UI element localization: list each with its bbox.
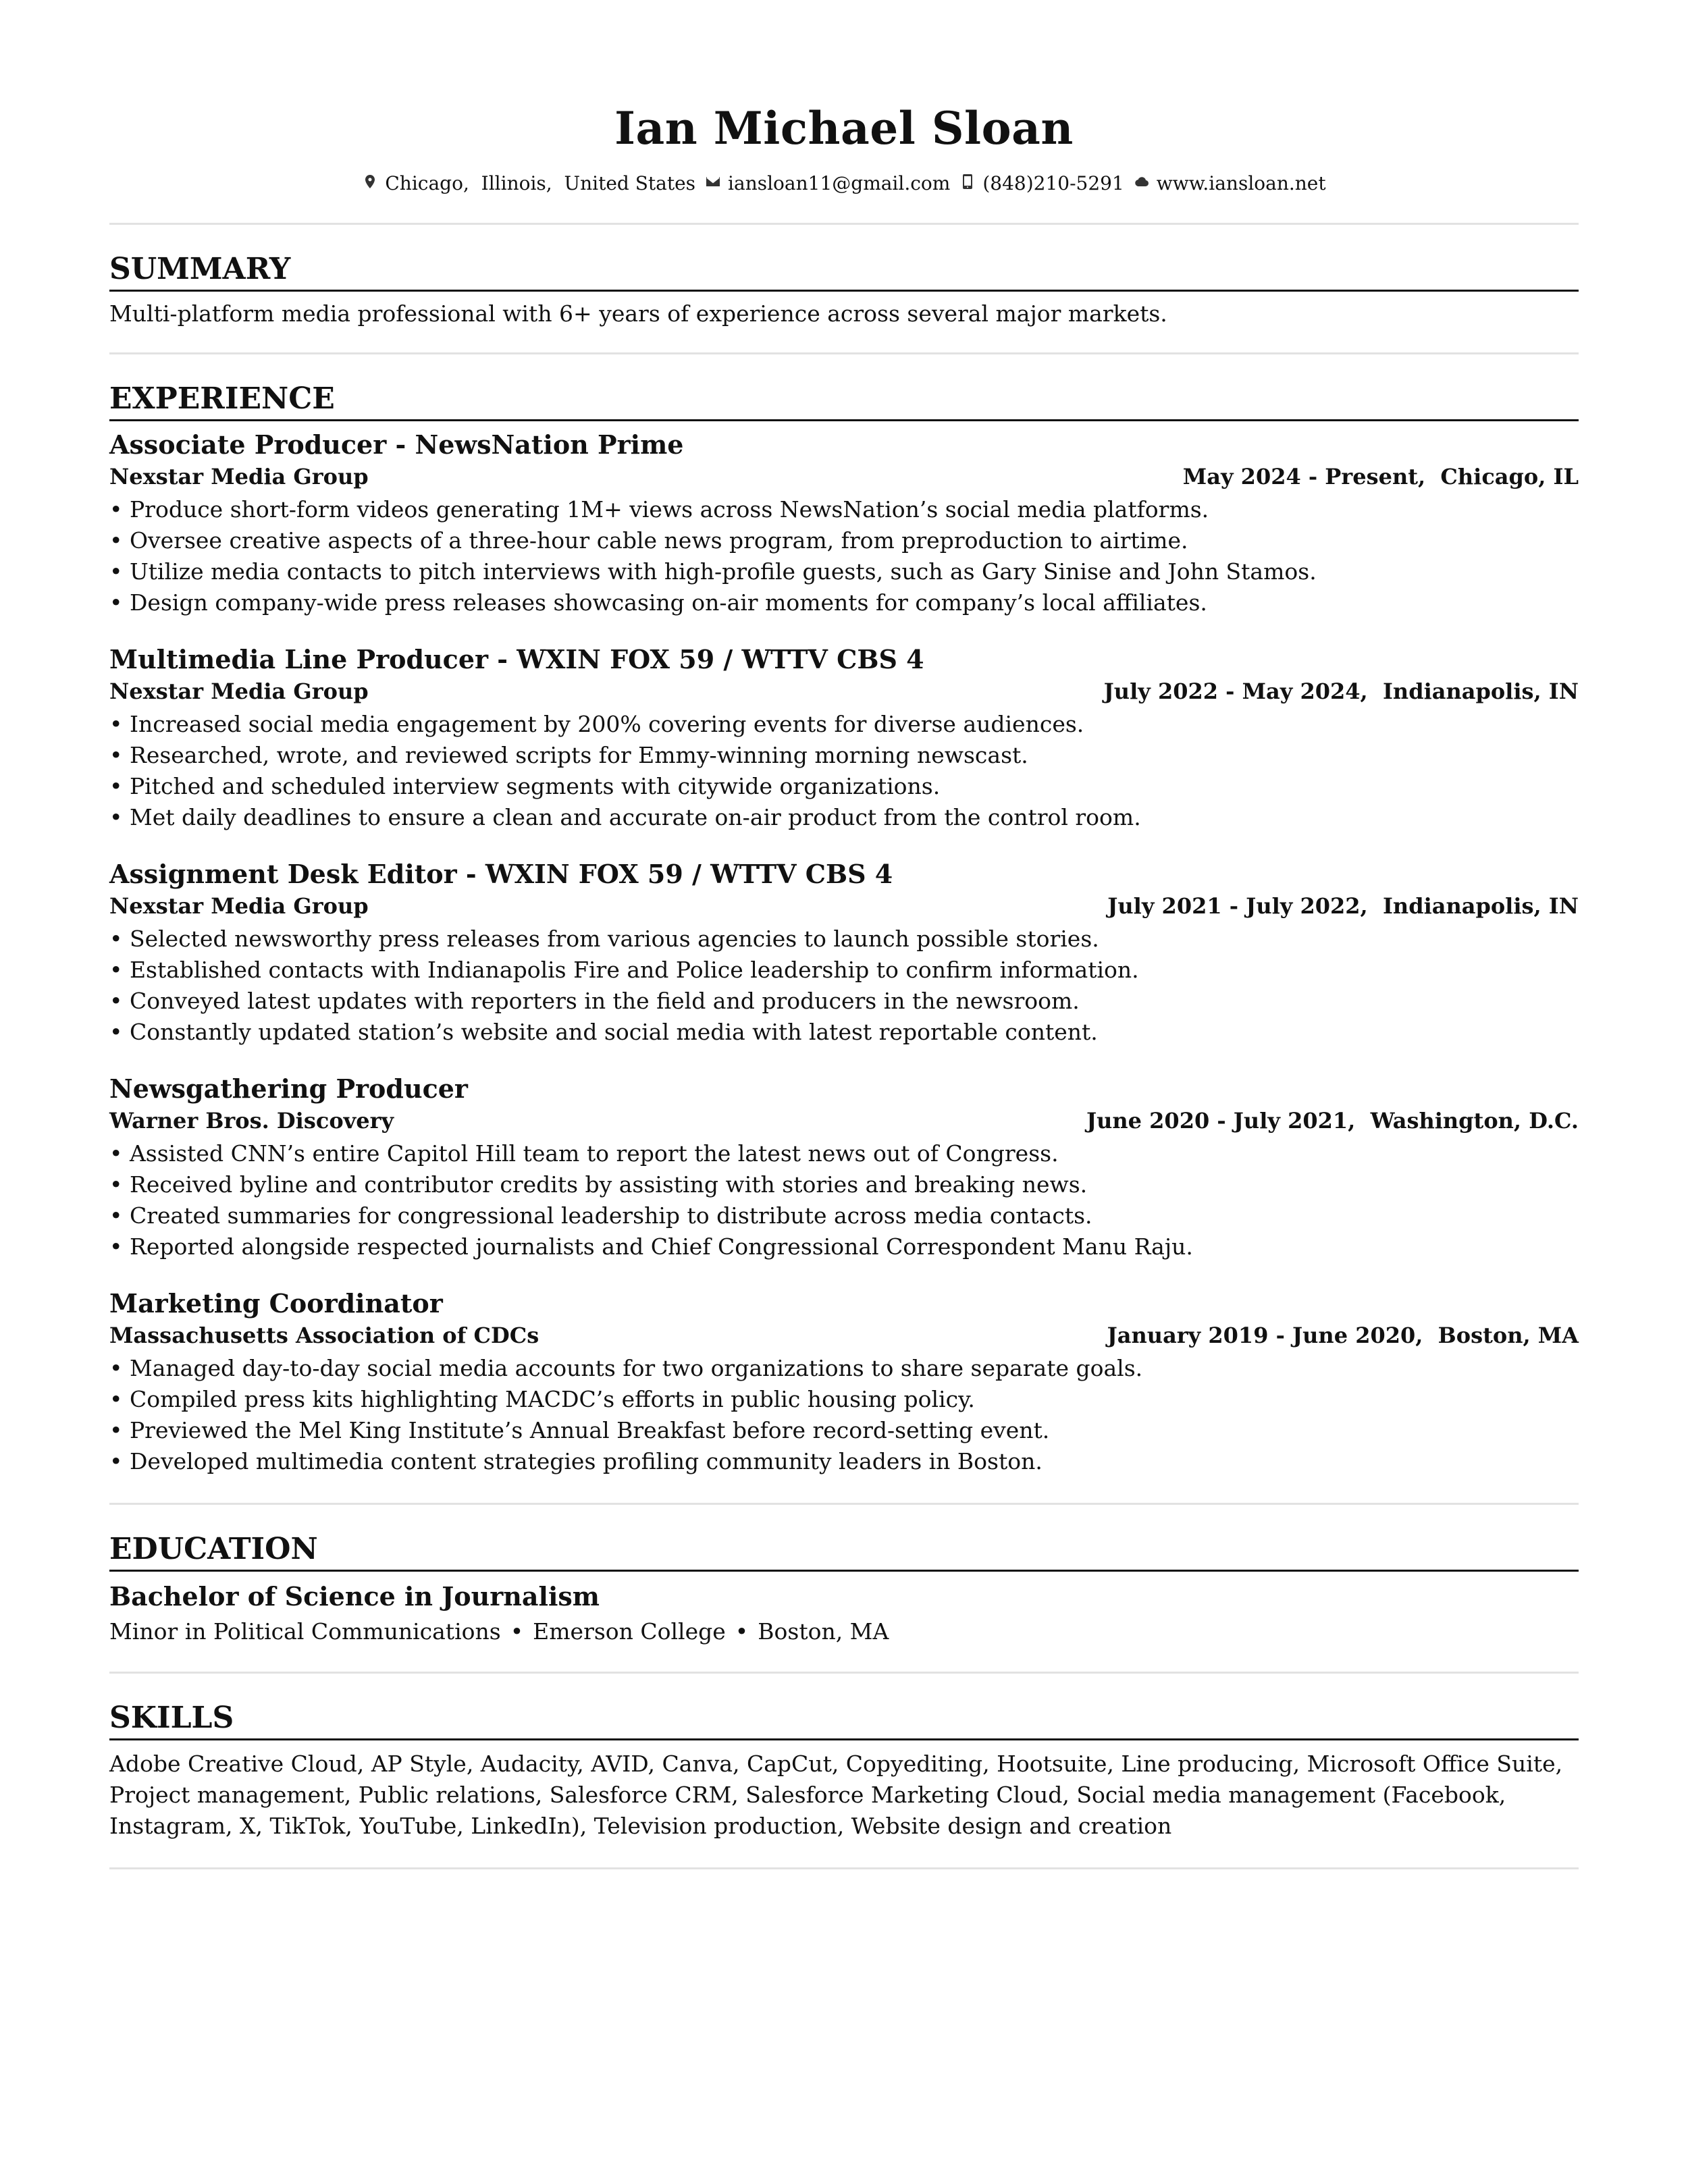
phone-icon xyxy=(959,170,976,197)
job-dates-location: May 2024 - Present, Chicago, IL xyxy=(1182,464,1579,489)
job-dates-location: June 2020 - July 2021, Washington, D.C. xyxy=(1086,1108,1579,1134)
job-bullet: • Developed multimedia content strategies profiling community leaders in Boston. xyxy=(109,1446,1579,1477)
job-bullet: • Managed day-to-day social media accounts for two organizations to share separate goals. xyxy=(109,1353,1579,1384)
divider xyxy=(109,1672,1579,1674)
contact-website[interactable] xyxy=(1134,170,1326,197)
job-bullet: • Pitched and scheduled interview segments with citywide organizations. xyxy=(109,771,1579,802)
email-link[interactable]: iansloan11@gmail.com xyxy=(728,172,951,194)
divider xyxy=(109,1867,1579,1869)
divider xyxy=(109,223,1579,225)
job-dates-location: July 2021 - July 2022, Indianapolis, IN xyxy=(1107,893,1579,919)
education-location: Boston, MA xyxy=(758,1618,889,1645)
phone-text[interactable]: (848)210-5291 xyxy=(982,172,1124,194)
section-title-education: EDUCATION xyxy=(109,1530,1579,1572)
job-bullets xyxy=(109,709,1579,833)
cloud-icon xyxy=(1134,170,1150,197)
education-section xyxy=(109,1530,1579,1647)
contact-location xyxy=(362,170,695,197)
job-entry xyxy=(109,1287,1579,1477)
job-meta xyxy=(109,891,1579,921)
job-company: Nexstar Media Group xyxy=(109,464,369,489)
job-bullet: • Increased social media engagement by 200% covering events for diverse audiences. xyxy=(109,709,1579,740)
job-bullet: • Received byline and contributor credits by assisting with stories and breaking news. xyxy=(109,1169,1579,1200)
job-company: Nexstar Media Group xyxy=(109,893,369,919)
job-company: Nexstar Media Group xyxy=(109,678,369,704)
job-bullet: • Design company-wide press releases showcasing on-air moments for company’s local affiliates. xyxy=(109,587,1579,618)
contact-phone[interactable] xyxy=(959,170,1124,197)
job-bullet: • Compiled press kits highlighting MACDC’s efforts in public housing policy. xyxy=(109,1384,1579,1415)
job-company: Massachusetts Association of CDCs xyxy=(109,1323,539,1348)
divider xyxy=(109,352,1579,354)
skills-section xyxy=(109,1699,1579,1842)
section-title-experience: EXPERIENCE xyxy=(109,380,1579,421)
skills-text: Adobe Creative Cloud, AP Style, Audacity, AVID, Canva, CapCut, Copyediting, Hootsuite, Line producing, Microsoft Office Suite, Project management, Public relations, Salesforce CRM, Salesforce Marketing Cloud, Social media management (Facebook, Instagram, X, TikTok, YouTube, LinkedIn), Television production, Website design and creation xyxy=(109,1751,1563,1839)
summary-section xyxy=(109,250,1579,329)
education-separator: • xyxy=(735,1618,749,1645)
job-bullet: • Selected newsworthy press releases from various agencies to launch possible stories. xyxy=(109,924,1579,955)
job-bullet: • Met daily deadlines to ensure a clean and accurate on-air product from the control room. xyxy=(109,802,1579,833)
job-title: Newsgathering Producer xyxy=(109,1073,468,1104)
job-bullets xyxy=(109,494,1579,618)
education-school: Emerson College xyxy=(533,1618,726,1645)
job-bullet: • Researched, wrote, and reviewed scripts for Emmy-winning morning newscast. xyxy=(109,740,1579,771)
job-bullet: • Conveyed latest updates with reporters in the field and producers in the newsroom. xyxy=(109,986,1579,1017)
job-meta xyxy=(109,1106,1579,1136)
contact-email[interactable] xyxy=(705,170,950,197)
job-entry xyxy=(109,643,1579,833)
contact-bar xyxy=(109,170,1579,197)
location-pin-icon xyxy=(362,170,378,197)
job-bullet: • Assisted CNN’s entire Capitol Hill team to report the latest news out of Congress. xyxy=(109,1138,1579,1169)
location-text: Chicago, Illinois, United States xyxy=(385,172,696,194)
summary-text: Multi-platform media professional with 6+ years of experience across several major markets. xyxy=(109,300,1167,327)
job-bullet: • Reported alongside respected journalists and Chief Congressional Correspondent Manu Raju. xyxy=(109,1231,1579,1262)
website-link[interactable]: www.iansloan.net xyxy=(1156,172,1326,194)
job-bullet: • Oversee creative aspects of a three-hour cable news program, from preproduction to airtime. xyxy=(109,525,1579,556)
section-title-skills: SKILLS xyxy=(109,1699,1579,1740)
job-bullets xyxy=(109,1138,1579,1262)
education-separator: • xyxy=(510,1618,524,1645)
job-title: Assignment Desk Editor - WXIN FOX 59 / WTTV CBS 4 xyxy=(109,859,893,889)
job-bullets xyxy=(109,1353,1579,1477)
education-degree: Bachelor of Science in Journalism xyxy=(109,1581,600,1612)
job-bullet: • Created summaries for congressional leadership to distribute across media contacts. xyxy=(109,1200,1579,1231)
education-minor: Minor in Political Communications xyxy=(109,1618,501,1645)
job-company: Warner Bros. Discovery xyxy=(109,1108,394,1134)
job-bullet: • Utilize media contacts to pitch interviews with high-profile guests, such as Gary Sinise and John Stamos. xyxy=(109,556,1579,587)
job-dates-location: July 2022 - May 2024, Indianapolis, IN xyxy=(1103,678,1579,704)
experience-section xyxy=(109,380,1579,1477)
job-bullet: • Constantly updated station’s website and social media with latest reportable content. xyxy=(109,1017,1579,1048)
envelope-icon xyxy=(705,170,721,197)
job-entry xyxy=(109,1072,1579,1262)
section-title-summary: SUMMARY xyxy=(109,250,1579,292)
job-meta xyxy=(109,676,1579,706)
job-meta xyxy=(109,1321,1579,1350)
education-details xyxy=(109,1616,1579,1647)
job-dates-location: January 2019 - June 2020, Boston, MA xyxy=(1107,1323,1579,1348)
job-bullet: • Previewed the Mel King Institute’s Annual Breakfast before record-setting event. xyxy=(109,1415,1579,1446)
job-meta xyxy=(109,462,1579,491)
candidate-name: Ian Michael Sloan xyxy=(614,102,1074,155)
divider xyxy=(109,1503,1579,1505)
job-entry xyxy=(109,857,1579,1048)
job-bullets xyxy=(109,924,1579,1048)
job-title: Multimedia Line Producer - WXIN FOX 59 / WTTV CBS 4 xyxy=(109,644,924,674)
job-bullet: • Established contacts with Indianapolis Fire and Police leadership to confirm information. xyxy=(109,955,1579,986)
job-entry xyxy=(109,428,1579,618)
job-title: Associate Producer - NewsNation Prime xyxy=(109,429,684,460)
job-title: Marketing Coordinator xyxy=(109,1288,443,1319)
job-bullet: • Produce short-form videos generating 1M+ views across NewsNation’s social media platforms. xyxy=(109,494,1579,525)
